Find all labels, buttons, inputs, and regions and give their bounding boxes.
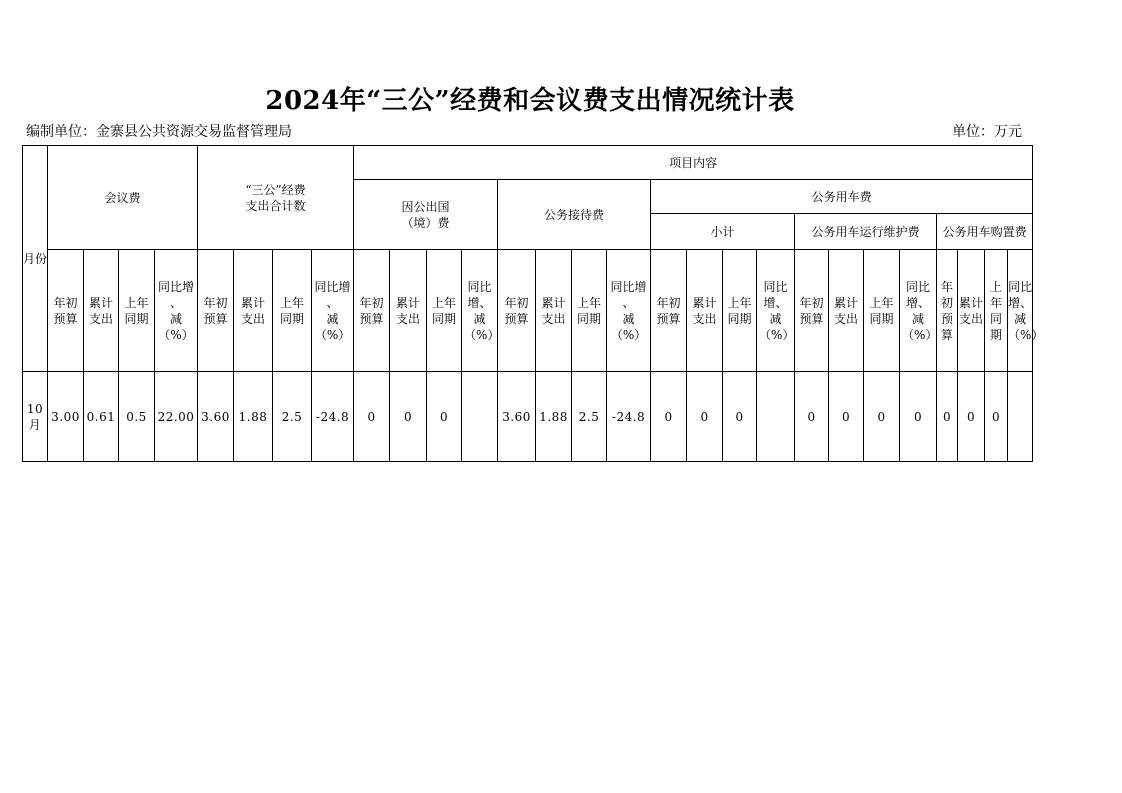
vehicle-purchase-budget-header: 年初预算 [937, 250, 958, 372]
meeting-cumulative-cell: 0.61 [84, 372, 119, 462]
meeting-last-year-cell: 0.5 [119, 372, 155, 462]
reception-budget-header: 年初 预算 [498, 250, 536, 372]
vehicle-purchase-yoy-cell [1008, 372, 1033, 462]
reception-yoy-header: 同比增 、 减 （%） [607, 250, 651, 372]
overseas-yoy-header: 同比 增、减 （%） [462, 250, 498, 372]
vehicle-subtotal-header: 小计 [651, 214, 795, 250]
total-budget-header: 年初 预算 [198, 250, 234, 372]
overseas-header: 因公出国 （境）费 [354, 180, 498, 250]
vehicle-operation-last-year-header: 上年 同期 [864, 250, 900, 372]
total-last-year-cell: 2.5 [273, 372, 312, 462]
meeting-budget-header: 年初 预算 [48, 250, 84, 372]
total-last-year-header: 上年 同期 [273, 250, 312, 372]
vehicle-subtotal-cumulative-cell: 0 [687, 372, 723, 462]
vehicle-operation-cumulative-cell: 0 [829, 372, 864, 462]
vehicle-purchase-last-year-cell: 0 [985, 372, 1008, 462]
vehicle-subtotal-budget-cell: 0 [651, 372, 687, 462]
vehicle-subtotal-yoy-header: 同比 增、减 （%） [757, 250, 795, 372]
reception-budget-cell: 3.60 [498, 372, 536, 462]
vehicle-operation-header: 公务用车运行维护费 [795, 214, 937, 250]
reception-yoy-cell: -24.8 [607, 372, 651, 462]
overseas-budget-header: 年初 预算 [354, 250, 390, 372]
total-cumulative-header: 累计 支出 [234, 250, 273, 372]
vehicle-purchase-cumulative-cell: 0 [958, 372, 985, 462]
overseas-budget-cell: 0 [354, 372, 390, 462]
total-yoy-cell: -24.8 [312, 372, 354, 462]
meeting-header: 会议费 [48, 146, 198, 250]
vehicle-operation-cumulative-header: 累计 支出 [829, 250, 864, 372]
total-budget-cell: 3.60 [198, 372, 234, 462]
reception-last-year-header: 上年 同期 [572, 250, 607, 372]
reception-cumulative-cell: 1.88 [536, 372, 572, 462]
overseas-cumulative-header: 累计 支出 [390, 250, 427, 372]
vehicle-purchase-header: 公务用车购置费 [937, 214, 1033, 250]
table-row [23, 372, 1033, 462]
vehicle-purchase-cumulative-header: 累计支出 [958, 250, 985, 372]
total-yoy-header: 同比增 、 减 （%） [312, 250, 354, 372]
vehicle-subtotal-cumulative-header: 累计 支出 [687, 250, 723, 372]
unit-label: 单位：万元 [952, 124, 1022, 140]
meeting-last-year-header: 上年 同期 [119, 250, 155, 372]
page-title: 2024年“三公”经费和会议费支出情况统计表 [265, 86, 795, 116]
expense-table [22, 145, 1044, 462]
meeting-cumulative-header: 累计 支出 [84, 250, 119, 372]
month-header: 月份 [23, 146, 48, 372]
overseas-yoy-cell [462, 372, 498, 462]
reception-cumulative-header: 累计 支出 [536, 250, 572, 372]
org-label: 编制单位：金寨县公共资源交易监督管理局 [26, 124, 292, 140]
overseas-cumulative-cell: 0 [390, 372, 427, 462]
three-public-total-header: “三公”经费 支出合计数 [198, 146, 354, 250]
row-month: 10月 [23, 372, 48, 462]
total-cumulative-cell: 1.88 [234, 372, 273, 462]
vehicle-operation-budget-cell: 0 [795, 372, 829, 462]
vehicle-subtotal-last-year-cell: 0 [723, 372, 757, 462]
vehicle-header: 公务用车费 [651, 180, 1033, 214]
meeting-yoy-cell: 22.00 [155, 372, 198, 462]
vehicle-operation-yoy-header: 同比 增、减 （%） [900, 250, 937, 372]
vehicle-operation-budget-header: 年初 预算 [795, 250, 829, 372]
vehicle-subtotal-last-year-header: 上年 同期 [723, 250, 757, 372]
vehicle-subtotal-budget-header: 年初 预算 [651, 250, 687, 372]
vehicle-subtotal-yoy-cell [757, 372, 795, 462]
project-content-header: 项目内容 [354, 146, 1033, 180]
vehicle-purchase-last-year-header: 上年同期 [985, 250, 1008, 372]
vehicle-purchase-budget-cell: 0 [937, 372, 958, 462]
vehicle-operation-yoy-cell: 0 [900, 372, 937, 462]
meeting-yoy-header: 同比增 、 减 （%） [155, 250, 198, 372]
overseas-last-year-cell: 0 [427, 372, 462, 462]
vehicle-purchase-yoy-header: 同比增、减（%） [1008, 250, 1033, 372]
vehicle-operation-last-year-cell: 0 [864, 372, 900, 462]
meeting-budget-cell: 3.00 [48, 372, 84, 462]
reception-header: 公务接待费 [498, 180, 651, 250]
reception-last-year-cell: 2.5 [572, 372, 607, 462]
overseas-last-year-header: 上年 同期 [427, 250, 462, 372]
